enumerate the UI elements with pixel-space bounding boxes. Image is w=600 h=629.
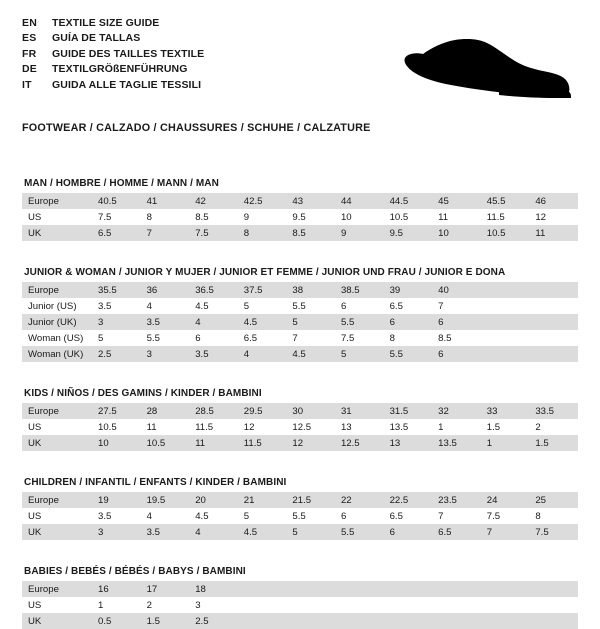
row-label: UK bbox=[22, 435, 92, 451]
size-cell: 5.5 bbox=[286, 508, 335, 524]
size-cell: 1 bbox=[432, 419, 481, 435]
size-cell bbox=[481, 581, 530, 597]
size-cell: 7.5 bbox=[92, 209, 141, 225]
row-label: Europe bbox=[22, 282, 92, 298]
size-cell bbox=[384, 613, 433, 629]
size-cell: 12.5 bbox=[286, 419, 335, 435]
table-row bbox=[22, 581, 578, 597]
size-table bbox=[22, 492, 578, 540]
size-cell: 4.5 bbox=[238, 524, 287, 540]
size-cell: 8.5 bbox=[189, 209, 238, 225]
table-row bbox=[22, 209, 578, 225]
size-cell: 20 bbox=[189, 492, 238, 508]
size-cell: 11 bbox=[189, 435, 238, 451]
table-row bbox=[22, 346, 578, 362]
size-cell: 3.5 bbox=[92, 508, 141, 524]
size-cell: 5 bbox=[92, 330, 141, 346]
size-cell: 5.5 bbox=[384, 346, 433, 362]
size-cell: 6 bbox=[335, 508, 384, 524]
size-cell: 21.5 bbox=[286, 492, 335, 508]
table-row bbox=[22, 225, 578, 241]
size-cell bbox=[481, 314, 530, 330]
size-cell: 1.5 bbox=[529, 435, 578, 451]
size-table bbox=[22, 282, 578, 362]
size-cell: 1 bbox=[92, 597, 141, 613]
size-cell bbox=[286, 581, 335, 597]
size-cell: 13 bbox=[335, 419, 384, 435]
size-table bbox=[22, 403, 578, 451]
language-code: EN bbox=[22, 17, 37, 29]
size-cell: 31 bbox=[335, 403, 384, 419]
size-group bbox=[22, 267, 578, 362]
size-cell bbox=[238, 597, 287, 613]
size-cell: 38 bbox=[286, 282, 335, 298]
size-cell: 10 bbox=[92, 435, 141, 451]
size-cell: 7 bbox=[432, 508, 481, 524]
size-cell: 23.5 bbox=[432, 492, 481, 508]
size-cell: 10.5 bbox=[92, 419, 141, 435]
language-code: DE bbox=[22, 63, 37, 76]
category-title: FOOTWEAR / CALZADO / CHAUSSURES / SCHUHE / CALZATURE bbox=[22, 122, 371, 134]
size-cell bbox=[529, 613, 578, 629]
size-cell: 27.5 bbox=[92, 403, 141, 419]
size-cell: 31.5 bbox=[384, 403, 433, 419]
size-cell: 9 bbox=[238, 209, 287, 225]
row-label: Junior (US) bbox=[22, 298, 92, 314]
size-cell: 5 bbox=[286, 314, 335, 330]
size-cell bbox=[529, 597, 578, 613]
size-cell: 45.5 bbox=[481, 193, 530, 209]
size-cell: 11.5 bbox=[189, 419, 238, 435]
size-cell: 5.5 bbox=[286, 298, 335, 314]
size-cell: 36 bbox=[141, 282, 190, 298]
size-cell: 3.5 bbox=[141, 314, 190, 330]
size-cell: 41 bbox=[141, 193, 190, 209]
size-cell: 22.5 bbox=[384, 492, 433, 508]
size-cell: 28 bbox=[141, 403, 190, 419]
dress-shoe-icon bbox=[387, 30, 572, 104]
size-cell: 45 bbox=[432, 193, 481, 209]
size-cell: 8 bbox=[529, 508, 578, 524]
table-row bbox=[22, 403, 578, 419]
size-cell: 44.5 bbox=[384, 193, 433, 209]
size-cell: 7.5 bbox=[335, 330, 384, 346]
size-cell: 21 bbox=[238, 492, 287, 508]
table-row bbox=[22, 613, 578, 629]
language-code: ES bbox=[22, 32, 37, 45]
size-table bbox=[22, 581, 578, 629]
size-cell bbox=[481, 346, 530, 362]
size-cell: 4 bbox=[141, 298, 190, 314]
size-cell: 7.5 bbox=[529, 524, 578, 540]
row-label: UK bbox=[22, 524, 92, 540]
size-cell: 10 bbox=[335, 209, 384, 225]
size-cell: 33.5 bbox=[529, 403, 578, 419]
row-label: UK bbox=[22, 225, 92, 241]
size-cell: 13.5 bbox=[432, 435, 481, 451]
size-cell: 42.5 bbox=[238, 193, 287, 209]
size-cell: 40 bbox=[432, 282, 481, 298]
row-label: US bbox=[22, 597, 92, 613]
language-code: IT bbox=[22, 78, 32, 91]
size-cell: 4 bbox=[189, 524, 238, 540]
table-row bbox=[22, 330, 578, 346]
size-cell: 11.5 bbox=[481, 209, 530, 225]
size-cell: 35.5 bbox=[92, 282, 141, 298]
table-row bbox=[22, 314, 578, 330]
size-cell: 12 bbox=[529, 209, 578, 225]
size-cell: 6 bbox=[432, 346, 481, 362]
size-cell: 5.5 bbox=[141, 330, 190, 346]
size-cell: 5.5 bbox=[335, 524, 384, 540]
size-cell bbox=[432, 581, 481, 597]
size-cell: 33 bbox=[481, 403, 530, 419]
size-cell: 13.5 bbox=[384, 419, 433, 435]
row-label: Europe bbox=[22, 193, 92, 209]
size-group bbox=[22, 178, 578, 241]
row-label: US bbox=[22, 508, 92, 524]
size-cell: 43 bbox=[286, 193, 335, 209]
size-cell bbox=[481, 298, 530, 314]
size-cell: 25 bbox=[529, 492, 578, 508]
size-group-title: KIDS / NIÑOS / DES GAMINS / KINDER / BAMBINI bbox=[24, 388, 262, 399]
size-cell bbox=[481, 613, 530, 629]
size-cell: 7.5 bbox=[481, 508, 530, 524]
row-label: Europe bbox=[22, 492, 92, 508]
size-cell bbox=[238, 613, 287, 629]
size-cell: 28.5 bbox=[189, 403, 238, 419]
size-cell: 1.5 bbox=[141, 613, 190, 629]
size-tables bbox=[22, 178, 578, 629]
size-cell bbox=[529, 330, 578, 346]
language-code: FR bbox=[22, 47, 37, 60]
size-cell: 6.5 bbox=[384, 298, 433, 314]
size-cell: 12 bbox=[286, 435, 335, 451]
size-cell bbox=[529, 298, 578, 314]
table-row bbox=[22, 597, 578, 613]
language-label: TEXTILE SIZE GUIDE bbox=[52, 17, 160, 29]
size-cell: 11 bbox=[141, 419, 190, 435]
size-cell: 6.5 bbox=[92, 225, 141, 241]
size-cell: 5 bbox=[335, 346, 384, 362]
size-cell: 36.5 bbox=[189, 282, 238, 298]
size-cell: 42 bbox=[189, 193, 238, 209]
size-cell: 9.5 bbox=[286, 209, 335, 225]
size-cell: 12 bbox=[238, 419, 287, 435]
size-cell: 12.5 bbox=[335, 435, 384, 451]
size-cell: 0.5 bbox=[92, 613, 141, 629]
size-cell bbox=[335, 613, 384, 629]
size-cell: 5 bbox=[238, 508, 287, 524]
size-cell: 2.5 bbox=[92, 346, 141, 362]
size-cell: 18 bbox=[189, 581, 238, 597]
language-label: GUÍA DE TALLAS bbox=[52, 32, 141, 45]
size-cell: 8.5 bbox=[286, 225, 335, 241]
size-cell: 3 bbox=[189, 597, 238, 613]
row-label: UK bbox=[22, 613, 92, 629]
row-label: Junior (UK) bbox=[22, 314, 92, 330]
size-cell: 4.5 bbox=[189, 508, 238, 524]
size-cell: 39 bbox=[384, 282, 433, 298]
size-cell: 19 bbox=[92, 492, 141, 508]
size-cell: 10.5 bbox=[384, 209, 433, 225]
size-cell: 32 bbox=[432, 403, 481, 419]
table-row bbox=[22, 193, 578, 209]
size-group-title: BABIES / BEBÉS / BÉBÉS / BABYS / BAMBINI bbox=[24, 566, 246, 577]
size-cell bbox=[529, 581, 578, 597]
size-cell bbox=[529, 346, 578, 362]
size-cell: 8.5 bbox=[432, 330, 481, 346]
size-cell: 4 bbox=[189, 314, 238, 330]
size-cell: 40.5 bbox=[92, 193, 141, 209]
size-cell: 46 bbox=[529, 193, 578, 209]
table-row bbox=[22, 419, 578, 435]
size-cell: 11 bbox=[432, 209, 481, 225]
size-cell: 2.5 bbox=[189, 613, 238, 629]
size-cell: 7 bbox=[432, 298, 481, 314]
size-cell bbox=[384, 581, 433, 597]
size-cell: 37.5 bbox=[238, 282, 287, 298]
size-cell: 16 bbox=[92, 581, 141, 597]
size-cell: 4 bbox=[238, 346, 287, 362]
size-group-title: MAN / HOMBRE / HOMME / MANN / MAN bbox=[24, 178, 219, 189]
language-label: GUIDA ALLE TAGLIE TESSILI bbox=[52, 78, 202, 91]
size-cell: 7 bbox=[286, 330, 335, 346]
size-cell: 24 bbox=[481, 492, 530, 508]
header bbox=[22, 16, 578, 108]
size-cell: 4.5 bbox=[238, 314, 287, 330]
size-cell bbox=[238, 581, 287, 597]
size-cell bbox=[286, 597, 335, 613]
size-cell bbox=[335, 597, 384, 613]
size-group bbox=[22, 566, 578, 629]
row-label: US bbox=[22, 209, 92, 225]
size-cell: 3.5 bbox=[189, 346, 238, 362]
table-row bbox=[22, 435, 578, 451]
table-row bbox=[22, 282, 578, 298]
size-cell: 6 bbox=[335, 298, 384, 314]
size-cell: 2 bbox=[529, 419, 578, 435]
size-cell: 4 bbox=[141, 508, 190, 524]
size-cell: 2 bbox=[141, 597, 190, 613]
size-cell: 3 bbox=[141, 346, 190, 362]
size-cell: 22 bbox=[335, 492, 384, 508]
table-row bbox=[22, 524, 578, 540]
size-cell: 3 bbox=[92, 314, 141, 330]
size-cell: 5.5 bbox=[335, 314, 384, 330]
row-label: Woman (US) bbox=[22, 330, 92, 346]
size-cell: 17 bbox=[141, 581, 190, 597]
size-cell: 10 bbox=[432, 225, 481, 241]
table-row bbox=[22, 508, 578, 524]
size-cell: 7 bbox=[141, 225, 190, 241]
size-cell: 6 bbox=[432, 314, 481, 330]
row-label: Europe bbox=[22, 581, 92, 597]
language-label: GUIDE DES TAILLES TEXTILE bbox=[52, 47, 205, 60]
size-cell: 44 bbox=[335, 193, 384, 209]
size-cell bbox=[481, 330, 530, 346]
size-cell: 6 bbox=[189, 330, 238, 346]
size-cell: 6 bbox=[384, 524, 433, 540]
table-row bbox=[22, 298, 578, 314]
size-cell: 10.5 bbox=[141, 435, 190, 451]
size-cell: 11 bbox=[529, 225, 578, 241]
size-cell: 38.5 bbox=[335, 282, 384, 298]
size-cell: 1.5 bbox=[481, 419, 530, 435]
size-cell: 29.5 bbox=[238, 403, 287, 419]
size-cell: 3.5 bbox=[141, 524, 190, 540]
size-cell bbox=[481, 597, 530, 613]
size-cell: 10.5 bbox=[481, 225, 530, 241]
size-cell: 8 bbox=[141, 209, 190, 225]
size-cell: 7.5 bbox=[189, 225, 238, 241]
size-cell: 9 bbox=[335, 225, 384, 241]
size-cell: 6.5 bbox=[432, 524, 481, 540]
size-cell bbox=[432, 597, 481, 613]
size-cell: 19.5 bbox=[141, 492, 190, 508]
size-cell: 6.5 bbox=[384, 508, 433, 524]
size-cell bbox=[481, 282, 530, 298]
size-group-title: JUNIOR & WOMAN / JUNIOR Y MUJER / JUNIOR ET FEMME / JUNIOR UND FRAU / JUNIOR E DONA bbox=[24, 267, 506, 278]
row-label: Europe bbox=[22, 403, 92, 419]
row-label: Woman (UK) bbox=[22, 346, 92, 362]
size-cell: 8 bbox=[384, 330, 433, 346]
size-table bbox=[22, 193, 578, 241]
size-cell: 1 bbox=[481, 435, 530, 451]
size-cell: 5 bbox=[286, 524, 335, 540]
size-group bbox=[22, 477, 578, 540]
size-cell: 7 bbox=[481, 524, 530, 540]
size-cell bbox=[529, 282, 578, 298]
size-cell: 9.5 bbox=[384, 225, 433, 241]
size-group bbox=[22, 388, 578, 451]
size-cell bbox=[286, 613, 335, 629]
size-cell bbox=[432, 613, 481, 629]
size-cell: 4.5 bbox=[286, 346, 335, 362]
size-cell: 3.5 bbox=[92, 298, 141, 314]
size-cell: 6.5 bbox=[238, 330, 287, 346]
size-cell: 3 bbox=[92, 524, 141, 540]
size-cell: 5 bbox=[238, 298, 287, 314]
size-cell bbox=[529, 314, 578, 330]
size-cell: 8 bbox=[238, 225, 287, 241]
size-cell: 30 bbox=[286, 403, 335, 419]
size-group-title: CHILDREN / INFANTIL / ENFANTS / KINDER / BAMBINI bbox=[24, 477, 287, 488]
size-cell bbox=[384, 597, 433, 613]
size-cell: 6 bbox=[384, 314, 433, 330]
size-cell: 13 bbox=[384, 435, 433, 451]
size-cell: 4.5 bbox=[189, 298, 238, 314]
language-label: TEXTILGRÖßENFÜHRUNG bbox=[52, 63, 188, 76]
size-cell: 11.5 bbox=[238, 435, 287, 451]
row-label: US bbox=[22, 419, 92, 435]
table-row bbox=[22, 492, 578, 508]
size-cell bbox=[335, 581, 384, 597]
